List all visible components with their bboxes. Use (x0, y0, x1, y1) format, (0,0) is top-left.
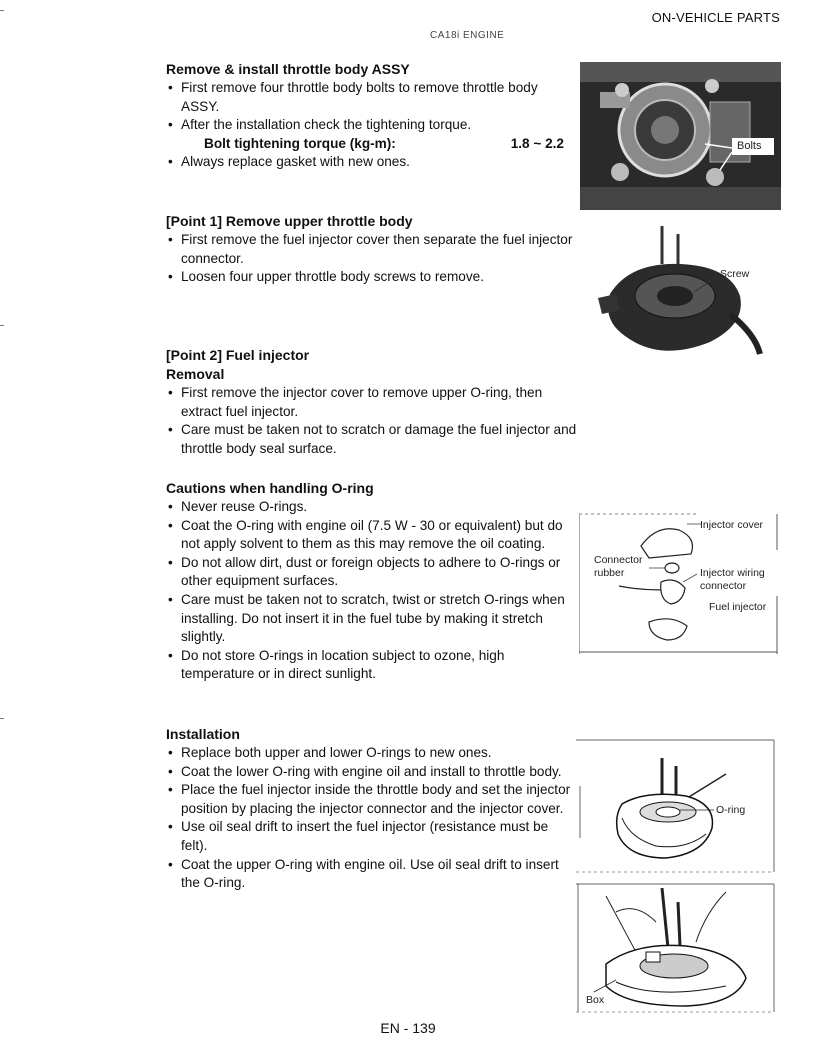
section-header: ON-VEHICLE PARTS (651, 10, 780, 25)
section-title: [Point 2] Fuel injector (166, 347, 310, 363)
injector-exploded-figure (579, 510, 779, 654)
margin-mark (0, 718, 4, 719)
screw-label: Screw (720, 268, 750, 280)
list-item: • Never reuse O-rings. (166, 498, 578, 517)
list-item: • Always replace gasket with new ones. (166, 153, 578, 172)
connector-label-2: connector (700, 580, 747, 592)
section-remove-install (166, 60, 578, 172)
margin-mark (0, 10, 4, 11)
torque-label: Bolt tightening torque (kg-m): (204, 135, 396, 151)
list-item: • First remove the injector cover to remove upper O-ring, then extract fuel injector. (166, 384, 578, 421)
rubber-label: rubber (594, 567, 625, 579)
section-title: Installation (166, 726, 240, 742)
list-item: • Care must be taken not to scratch or damage the fuel injector and throttle body seal surface. (166, 421, 578, 458)
page-number: EN - 139 (380, 1020, 436, 1036)
oring-label: O-ring (716, 804, 746, 816)
list-item: • First remove the fuel injector cover then separate the fuel injector connector. (166, 231, 578, 268)
engine-header: CA18i ENGINE (430, 30, 505, 41)
section-installation (166, 725, 578, 893)
list-item: • Care must be taken not to scratch, twist or stretch O-rings when installing. Do not insert it in the fuel tube by making it stretch slightly. (166, 591, 578, 647)
injector-cover-label: Injector cover (700, 519, 764, 531)
oring-insert-figure (576, 882, 776, 1014)
bolts-label: Bolts (737, 140, 762, 152)
throttle-body-photo (580, 62, 781, 210)
list-item: • Place the fuel injector inside the throttle body and set the injector position by placing the injector connector and the injector cover. (166, 781, 578, 818)
list-item: • Use oil seal drift to insert the fuel injector (resistance must be felt). (166, 818, 578, 855)
list-item: • Coat the O-ring with engine oil (7.5 W - 30 or equivalent) but do not apply solvent to them as this may remove the oil coating. (166, 517, 578, 554)
margin-mark (0, 325, 4, 326)
box-label: Box (586, 994, 605, 1006)
list-item: • Coat the lower O-ring with engine oil and install to throttle body. (166, 763, 578, 782)
upper-throttle-body-figure (590, 224, 786, 364)
list-item: • Loosen four upper throttle body screws to remove. (166, 268, 578, 287)
fuel-injector-label: Fuel injector (709, 601, 767, 613)
list-item: • Do not allow dirt, dust or foreign objects to adhere to O-rings or other equipment surfaces. (166, 554, 578, 591)
list-item: • Do not store O-rings in location subject to ozone, high temperature or in direct sunlight. (166, 647, 578, 684)
section-title: Remove & install throttle body ASSY (166, 61, 410, 77)
list-item: • Coat the upper O-ring with engine oil. Use oil seal drift to insert the O-ring. (166, 856, 578, 893)
injector-wiring-label: Injector wiring (700, 567, 765, 579)
section-subtitle: Removal (166, 366, 225, 382)
section-oring-cautions (166, 479, 578, 684)
torque-value: 1.8 ~ 2.2 (510, 135, 564, 151)
connector-label: Connector (594, 554, 643, 566)
oring-install-figure (576, 738, 776, 874)
section-point2 (166, 346, 578, 458)
section-title: Cautions when handling O-ring (166, 480, 374, 496)
section-title: [Point 1] Remove upper throttle body (166, 213, 413, 229)
list-item: • First remove four throttle body bolts to remove throttle body ASSY. (166, 79, 578, 116)
section-point1 (166, 212, 578, 287)
list-item: • After the installation check the tightening torque. (166, 116, 578, 135)
torque-spec (166, 135, 578, 154)
list-item: • Replace both upper and lower O-rings to new ones. (166, 744, 578, 763)
